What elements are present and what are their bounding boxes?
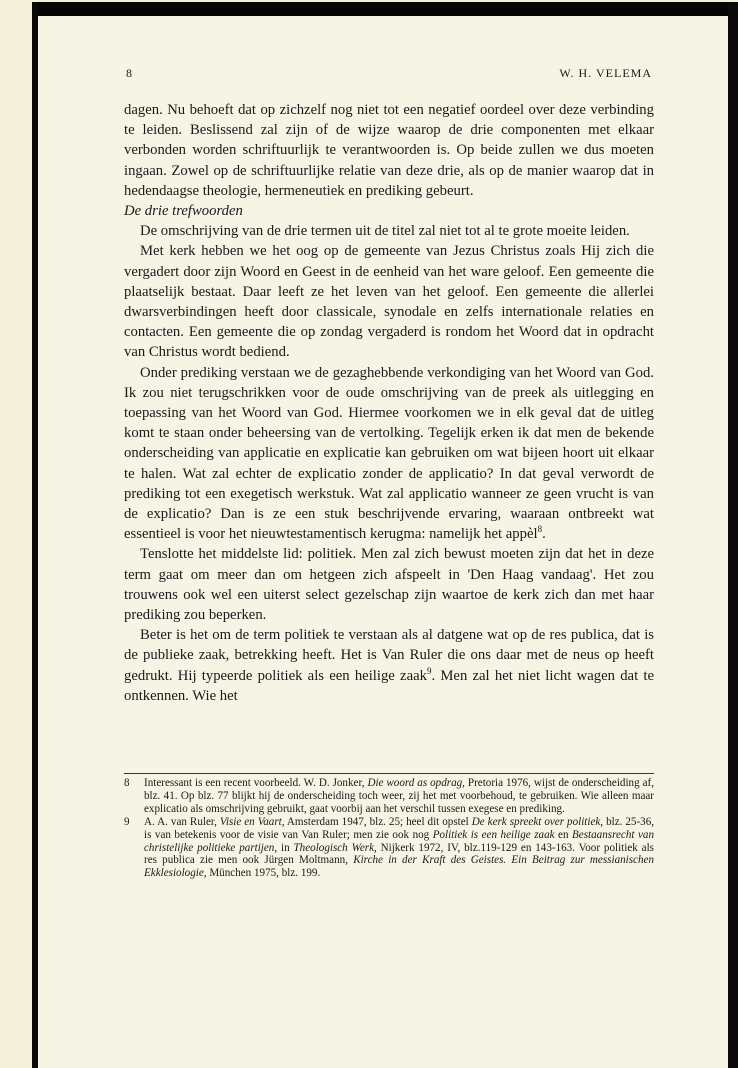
scan-border-top <box>34 2 738 16</box>
paragraph: Tenslotte het middelste lid: politiek. Men zal zich bewust moeten zijn dat het in deze term gaat om meer dan om hetgeen zich afspeelt in 'Den Haag vandaag'. Het zou trouwens ook wel een uiterst select gezelschap zijn waartoe de kerk zich dan met haar prediking zou beperken. <box>124 546 654 624</box>
page-number: 8 <box>126 66 133 80</box>
scan-border-right <box>728 2 738 1068</box>
footnote-text: Nijkerk 1972, IV, blz.119-129 en 143-163. Voor politiek als res publica zie men ook Jürgen Moltmann, <box>144 841 654 867</box>
section-heading: De drie trefwoorden <box>124 203 243 220</box>
footnote-title: Bestaansrecht van christelijke politieke partijen, <box>144 828 654 854</box>
footnote <box>124 816 654 881</box>
footnote-text: A. A. van Ruler, <box>144 815 220 828</box>
footnote-text: en <box>554 828 573 841</box>
footnote-title: Politiek is een heilige zaak <box>432 828 555 841</box>
footnote-text: blz. 25-36, is van betekenis voor de visie van Van Ruler; men zie ook nog <box>144 815 655 841</box>
footnote-text: München 1975, blz. 199. <box>206 867 321 880</box>
paragraph: De omschrijving van de drie termen uit de titel zal niet tot al te grote moeite leiden. <box>140 223 630 240</box>
footnote-text: in <box>277 841 294 854</box>
author-running-title: W. H. VELEMA <box>559 66 652 80</box>
paragraph <box>124 363 654 545</box>
footnote-title: Theologisch Werk, <box>293 841 377 854</box>
footnote-ref: 8 <box>537 524 543 535</box>
footnotes <box>124 773 654 880</box>
footnote-ref: 9 <box>426 665 432 676</box>
footnote-text: Pretoria 1976, wijst de onderscheiding af, blz. 41. Op blz. 77 blijkt hij de onderscheiding toch weer, zij het met voorbehoud, te gebruiken. Wie alleen maar explicatio als omschrijving gebruikt, gaat voorbij aan het verschil tussen exegese en prediking. <box>144 777 654 815</box>
footnote <box>124 777 654 816</box>
paragraph-text: . <box>542 526 546 543</box>
footnote-number: 9 <box>124 815 130 828</box>
footnote-title: Kirche in der Kraft des Geistes. Ein Beitrag zur messianischen Ekklesiologie, <box>144 854 655 880</box>
footnote-title: Die woord as opdrag, <box>367 777 465 789</box>
paragraph: Met kerk hebben we het oog op de gemeente van Jezus Christus zoals Hij zich die vergadert door zijn Woord en Geest in de eenheid van het ware geloof. Een gemeente die plaatselijk bestaat. Daar leeft ze het leven van het geloof. Een gemeente die allerlei dwarsverbindingen heeft door classicale, synodale en zelfs internationale relaties en contacten. Een gemeente die op zondag vergaderd is rondom het Woord dat in opdracht van Christus wordt bediend. <box>124 243 654 361</box>
paragraph-text: Onder prediking verstaan we de gezaghebbende verkondiging van het Woord van God. Ik zou niet terugschrikken voor de oude omschrijving van de preek als uitlegging en toepassing van het Woord van God. Hiermee voorkomen we in elk geval dat de uitleg komt te staan onder beheersing van de vertolking. Tegelijk erken ik dat men de bekende onderscheiding van applicatie en explicatie kan gebruiken om wat bijeen hoort uit elkaar te halen. Wat zal echter de explicatio zonder de applicatio? In dat geval verwordt de prediking tot een exegetisch werkstuk. Wat zal applicatio wanneer ze geen vrucht is van de explicatio? Dan is ze een stuk beschrijvende ervaring, waaraan ontbreekt wat essentieel is voor het nieuwtestamentisch kerugma: namelijk het appèl <box>124 364 654 543</box>
paragraph <box>124 625 654 706</box>
paragraph: dagen. Nu behoeft dat op zichzelf nog niet tot een negatief oordeel over deze verbinding te leiden. Beslissend zal zijn of de wijze waarop de drie componenten met elkaar verbonden worden schriftuurlijk te verantwoorden is. Op beide zullen we dus moeten ingaan. Zowel op de schriftuurlijke relatie van deze drie, als op de manier waarop dat in hedendaagse theologie, hermeneutiek en prediking gebeurt. <box>124 102 654 199</box>
footnote-text: Interessant is een recent voorbeeld. W. D. Jonker, <box>144 777 368 789</box>
footnote-text: Amsterdam 1947, blz. 25; heel dit opstel <box>284 815 472 828</box>
footnote-title: Visie en Vaart, <box>219 815 285 828</box>
footnote-number: 8 <box>124 777 130 789</box>
body-text <box>124 100 654 706</box>
paragraph-text: . Men zal het niet licht wagen dat te ontkennen. Wie het <box>124 667 654 704</box>
footnote-title: De kerk spreekt over politiek, <box>471 815 604 828</box>
running-head <box>126 66 652 81</box>
paragraph-text: Beter is het om de term politiek te verstaan als al datgene wat op de res publica, dat is de publieke zaak, betrekking heeft. Het is Van Ruler die ons daar met de neus op heeft gedrukt. Hij typeerde politiek als een heilige zaak <box>124 627 654 684</box>
